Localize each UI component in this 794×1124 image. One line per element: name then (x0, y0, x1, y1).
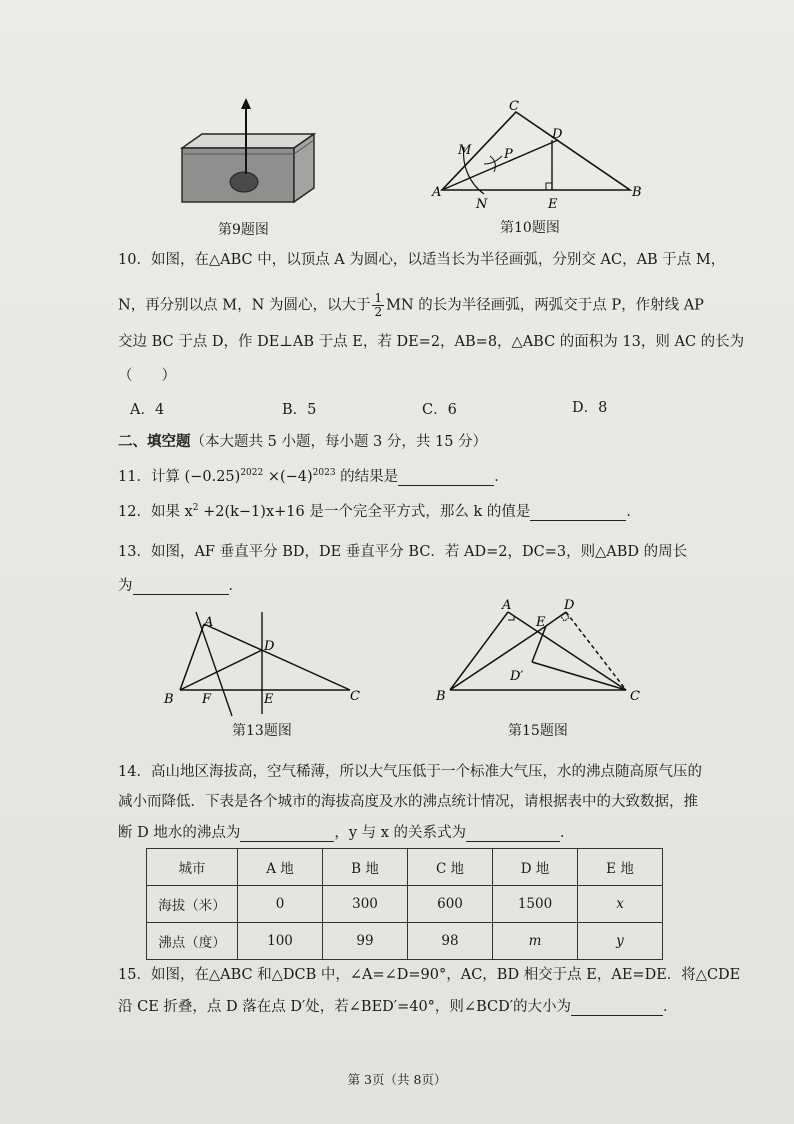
q11: 11．计算 $(-0.25)^{2022} \times(-4)^{2023}$ 的结果是 ． (118, 468, 509, 485)
q10-line2: N，再分别以点 M，N 为圆心，以大于 $\frac{1}{2}$ MN 的长为半径画弧，两弧交于点 P，作射线 AP (118, 291, 704, 319)
q15-line2: 沿 CE 折叠，点 D 落在点 D′处，若∠BED′=40°，则∠BCD′的大小为 ． (118, 999, 678, 1015)
label-B: B (632, 185, 642, 200)
q14-line3: 断 D 地水的沸点为 ，y 与 x 的关系式为 ． (118, 825, 575, 841)
q14-line1: 14．高山地区海拔高，空气稀薄，所以大气压低于一个标准大气压，水的沸点随高原气压的 (118, 764, 702, 780)
table-header-cell: E 地 (578, 849, 663, 886)
table-cell: y (578, 923, 663, 960)
label-D-prime: D′ (510, 669, 524, 684)
label-E: E (548, 197, 558, 210)
table-row (147, 886, 663, 923)
label-D: D (264, 639, 275, 654)
q10-option-d: D．8 (572, 400, 608, 416)
label-P: P (504, 147, 513, 162)
altitude-boiling-table (146, 848, 663, 960)
q10-line3: 交边 BC 于点 D，作 DE⊥AB 于点 E，若 DE=2，AB=8，△ABC 的面积为 13，则 AC 的长为 (118, 334, 745, 350)
figure-10-caption: 第10题图 (500, 220, 560, 236)
label-B: B (164, 692, 174, 707)
label-N: N (476, 197, 488, 210)
table-cell: 98 (408, 923, 493, 960)
table-cell: 600 (408, 886, 493, 923)
table-header-cell: 城市 (147, 849, 238, 886)
label-B: B (436, 689, 446, 704)
figure-15 (432, 596, 648, 708)
label-C: C (350, 689, 360, 704)
table-row (147, 923, 663, 960)
q13-answer-blank[interactable] (133, 578, 229, 595)
q15-line1: 15．如图，在△ABC 和△DCB 中，∠A=∠D=90°，AC，BD 相交于点 E，AE=DE．将△CDE (118, 967, 741, 983)
table-cell: 99 (323, 923, 408, 960)
table-header-row (147, 849, 663, 886)
table-cell: 沸点（度） (147, 923, 238, 960)
figure-10 (420, 98, 650, 210)
table-header-cell: B 地 (323, 849, 408, 886)
figure-9-caption: 第9题图 (218, 222, 269, 238)
page-footer: 第 3页（共 8页） (347, 1072, 447, 1087)
label-F: F (202, 692, 212, 707)
label-C: C (509, 99, 519, 114)
q13-line2: 为 ． (118, 578, 243, 594)
label-M: M (458, 143, 472, 158)
figure-13 (160, 606, 370, 718)
table-header-cell: A 地 (238, 849, 323, 886)
label-D: D (564, 598, 575, 613)
label-E: E (264, 692, 274, 707)
q15-answer-blank[interactable] (571, 999, 663, 1016)
table-cell: 100 (238, 923, 323, 960)
section-2-heading: 二、填空题（本大题共 5 小题，每小题 3 分，共 15 分） (118, 433, 488, 450)
table-cell: m (493, 923, 578, 960)
q10-paren: （ ） (118, 368, 176, 384)
table-cell: x (578, 886, 663, 923)
table-cell: 0 (238, 886, 323, 923)
table-cell: 1500 (493, 886, 578, 923)
label-A: A (432, 185, 442, 200)
q12: 12．如果 $x^2 +2(k-1)x+16$ 是一个完全平方式，那么 k 的值是 ． (118, 503, 641, 520)
figure-13-caption: 第13题图 (232, 723, 292, 739)
q14-boiling-point-blank[interactable] (240, 825, 334, 842)
label-E: E (536, 615, 546, 630)
q10-option-a: A．4 (130, 402, 165, 418)
fraction-half: $\frac{1}{2}$ (374, 291, 383, 319)
q12-answer-blank[interactable] (530, 504, 626, 521)
table-cell: 海拔（米） (147, 886, 238, 923)
q11-answer-blank[interactable] (398, 469, 494, 486)
label-C: C (630, 689, 640, 704)
label-A: A (204, 615, 214, 630)
figure-9 (178, 98, 318, 208)
q13-line1: 13．如图，AF 垂直平分 BD，DE 垂直平分 BC．若 AD=2，DC=3，则△ABD 的周长 (118, 544, 688, 560)
q14-relation-blank[interactable] (466, 825, 560, 842)
q10-option-c: C．6 (422, 402, 457, 418)
q10-line1: 10．如图，在△ABC 中，以顶点 A 为圆心，以适当长为半径画弧，分别交 AC，AB 于点 M， (118, 252, 726, 268)
table-header-cell: D 地 (493, 849, 578, 886)
q14-line2: 减小而降低．下表是各个城市的海拔高度及水的沸点统计情况，请根据表中的大致数据，推 (118, 794, 698, 810)
label-A: A (502, 598, 512, 613)
label-D: D (552, 127, 563, 142)
table-header-cell: C 地 (408, 849, 493, 886)
q10-option-b: B．5 (282, 402, 317, 418)
figure-15-caption: 第15题图 (508, 723, 568, 739)
table-cell: 300 (323, 886, 408, 923)
